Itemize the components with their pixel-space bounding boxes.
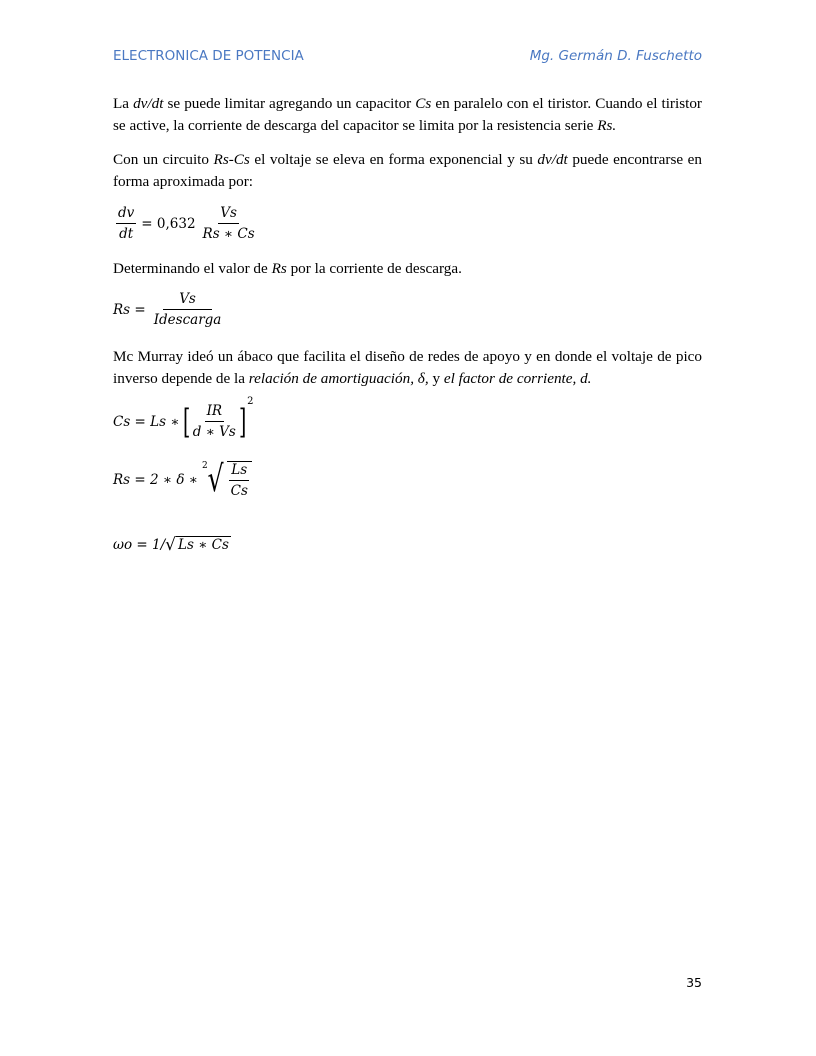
equation-dvdt: $\frac{dv}{dt}$ = 0,632 $\frac{Vs}{Rs ∗ Cs}$ — [118, 205, 255, 242]
paragraph-mc-murray: Mc Murray ideó un ábaco que facilita el diseño de redes de apoyo y en donde el voltaje de pico inverso depende de la relación de amortiguación, δ, y el factor de corriente, d. — [113, 348, 702, 387]
equation-omega: ωo = 1/ √ Ls ∗ Cs — [113, 534, 229, 555]
radical-sign: √ — [207, 459, 224, 500]
header-title: ELECTRONICA DE POTENCIA — [113, 48, 304, 64]
left-bracket: [ — [182, 401, 190, 442]
equation-rs-damping: Rs = 2 ∗ δ ∗ 2 √ $\frac{Ls}{Cs}$ — [113, 461, 252, 499]
equation-rs: Rs = $\frac{Vs}{\text{Idescarga}}$ — [113, 291, 222, 328]
equation-cs: Cs = Ls ∗ [ $\frac{IR}{d ∗ Vs}$ ] 2 — [113, 396, 254, 442]
right-bracket: ] — [238, 401, 247, 442]
header-author: Mg. Germán D. Fuschetto — [529, 48, 702, 64]
paragraph-capacitor: La dv/dt se puede limitar agregando un capacitor Cs en paralelo con el tiristor. Cuando el tiristor se active, la corriente de descarga del capacitor se limita por la resistencia serie Rs. — [113, 95, 702, 134]
radical-sign: √ — [165, 534, 177, 555]
page-number: 35 — [686, 975, 702, 990]
paragraph-rs-value: Determinando el valor de Rs por la corriente de descarga. — [113, 260, 462, 277]
paragraph-rc-circuit: Con un circuito Rs-Cs el voltaje se eleva en forma exponencial y su dv/dt puede encontrarse en forma aproximada por: — [113, 151, 703, 190]
